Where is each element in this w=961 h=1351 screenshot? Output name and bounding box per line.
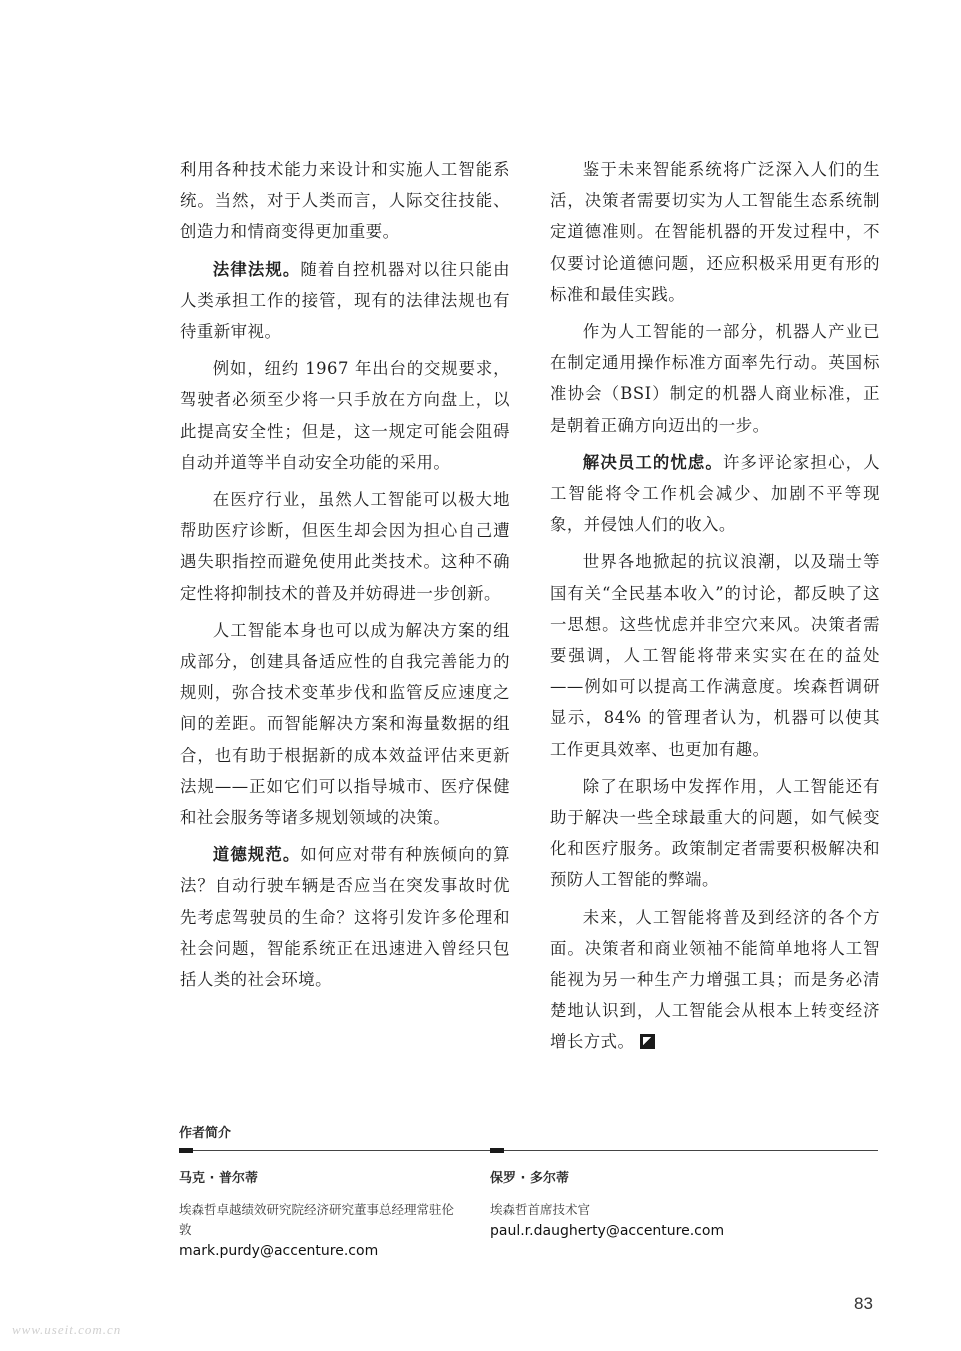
left-column — [180, 154, 510, 1001]
paragraph: 鉴于未来智能系统将广泛深入人们的生活，决策者需要切实为人工智能生态系统制定道德准则。在智能机器的开发过程中，不仅要讨论道德问题，还应积极采用更有形的标准和最佳实践。 — [550, 160, 880, 304]
author-role: 埃森哲卓越绩效研究院经济研究董事总经理常驻伦敦 — [179, 1202, 455, 1237]
paragraph: 人工智能本身也可以成为解决方案的组成部分，创建具备适应性的自我完善能力的规则，弥合技术变革步伐和监管反应速度之间的差距。而智能解决方案和海量数据的组合，也有助于根据新的成本效益评估来更新法规——正如它们可以指导城市、医疗保健和社会服务等诸多规划领域的决策。 — [180, 620, 510, 828]
author-email[interactable]: paul.r.daugherty@accenture.com — [490, 1223, 725, 1239]
section-heading-workers: 解决员工的忧虑。 — [582, 452, 723, 472]
end-of-article-icon — [640, 1034, 655, 1049]
right-column — [550, 154, 880, 1064]
bio-title: 作者简介 — [179, 1126, 232, 1141]
paragraph-body: 未来，人工智能将普及到经济的各个方面。决策者和商业领袖不能简单地将人工智能视为另一种生产力增强工具；而是务必清楚地认识到，人工智能会从根本上转变经济增长方式。 — [550, 907, 880, 1052]
paragraph — [180, 839, 510, 995]
author-name: 马克 · 普尔蒂 — [179, 1171, 258, 1186]
paragraph-body: 如何应对带有种族倾向的算法？自动行驶车辆是否应当在突发事故时优先考虑驾驶员的生命？这将引发许多伦理和社会问题，智能系统正在迅速进入曾经只包括人类的社会环境。 — [180, 845, 511, 990]
section-heading-ethics: 道德规范。 — [212, 845, 301, 865]
author-card — [179, 1167, 479, 1259]
divider — [179, 1150, 878, 1155]
page-number: 83 — [854, 1294, 873, 1313]
paragraph-body: 许多评论家担心，人工智能将令工作机会减少、加剧不平等现象，并侵蚀人们的收入。 — [550, 452, 880, 535]
author-card — [490, 1167, 790, 1239]
paragraph: 除了在职场中发挥作用，人工智能还有助于解决一些全球最重大的问题，如气候变化和医疗服务。政策制定者需要积极解决和预防人工智能的弊端。 — [550, 776, 880, 890]
paragraph: 利用各种技术能力来设计和实施人工智能系统。当然，对于人类而言，人际交往技能、创造力和情商变得更加重要。 — [180, 160, 510, 242]
author-name: 保罗 · 多尔蒂 — [490, 1171, 569, 1186]
paragraph — [550, 447, 880, 541]
section-heading-law: 法律法规。 — [212, 259, 301, 279]
author-role: 埃森哲首席技术官 — [490, 1202, 591, 1217]
paragraph: 世界各地掀起的抗议浪潮，以及瑞士等国有关“全民基本收入”的讨论，都反映了这一思想。这些忧虑并非空穴来风。决策者需要强调，人工智能将带来实实在在的益处——例如可以提高工作满意度。埃森哲调研显示，84% 的管理者认为，机器可以使其工作更具效率、也更加有趣。 — [550, 552, 880, 759]
paragraph-body: 随着自控机器对以往只能由人类承担工作的接管，现有的法律法规也有待重新审视。 — [180, 259, 511, 342]
paragraph: 作为人工智能的一部分，机器人产业已在制定通用操作标准方面率先行动。英国标准协会（BSI）制定的机器人商业标准，正是朝着正确方向迈出的一步。 — [550, 322, 880, 435]
author-bio — [179, 1122, 878, 1259]
author-email[interactable]: mark.purdy@accenture.com — [179, 1243, 379, 1259]
paragraph — [550, 902, 880, 1058]
divider-tab — [179, 1148, 193, 1153]
paragraph: 例如，纽约 1967 年出台的交规要求，驾驶者必须至少将一只手放在方向盘上，以此提高安全性；但是，这一规定可能会阻碍自动并道等半自动安全功能的采用。 — [180, 359, 510, 472]
paragraph: 在医疗行业，虽然人工智能可以极大地帮助医疗诊断，但医生却会因为担心自己遭遇失职指控而避免使用此类技术。这种不确定性将抑制技术的普及并妨碍进一步创新。 — [180, 490, 510, 603]
paragraph — [180, 254, 510, 348]
watermark: www.useit.com.cn — [12, 1322, 122, 1337]
divider-tab — [490, 1148, 504, 1153]
